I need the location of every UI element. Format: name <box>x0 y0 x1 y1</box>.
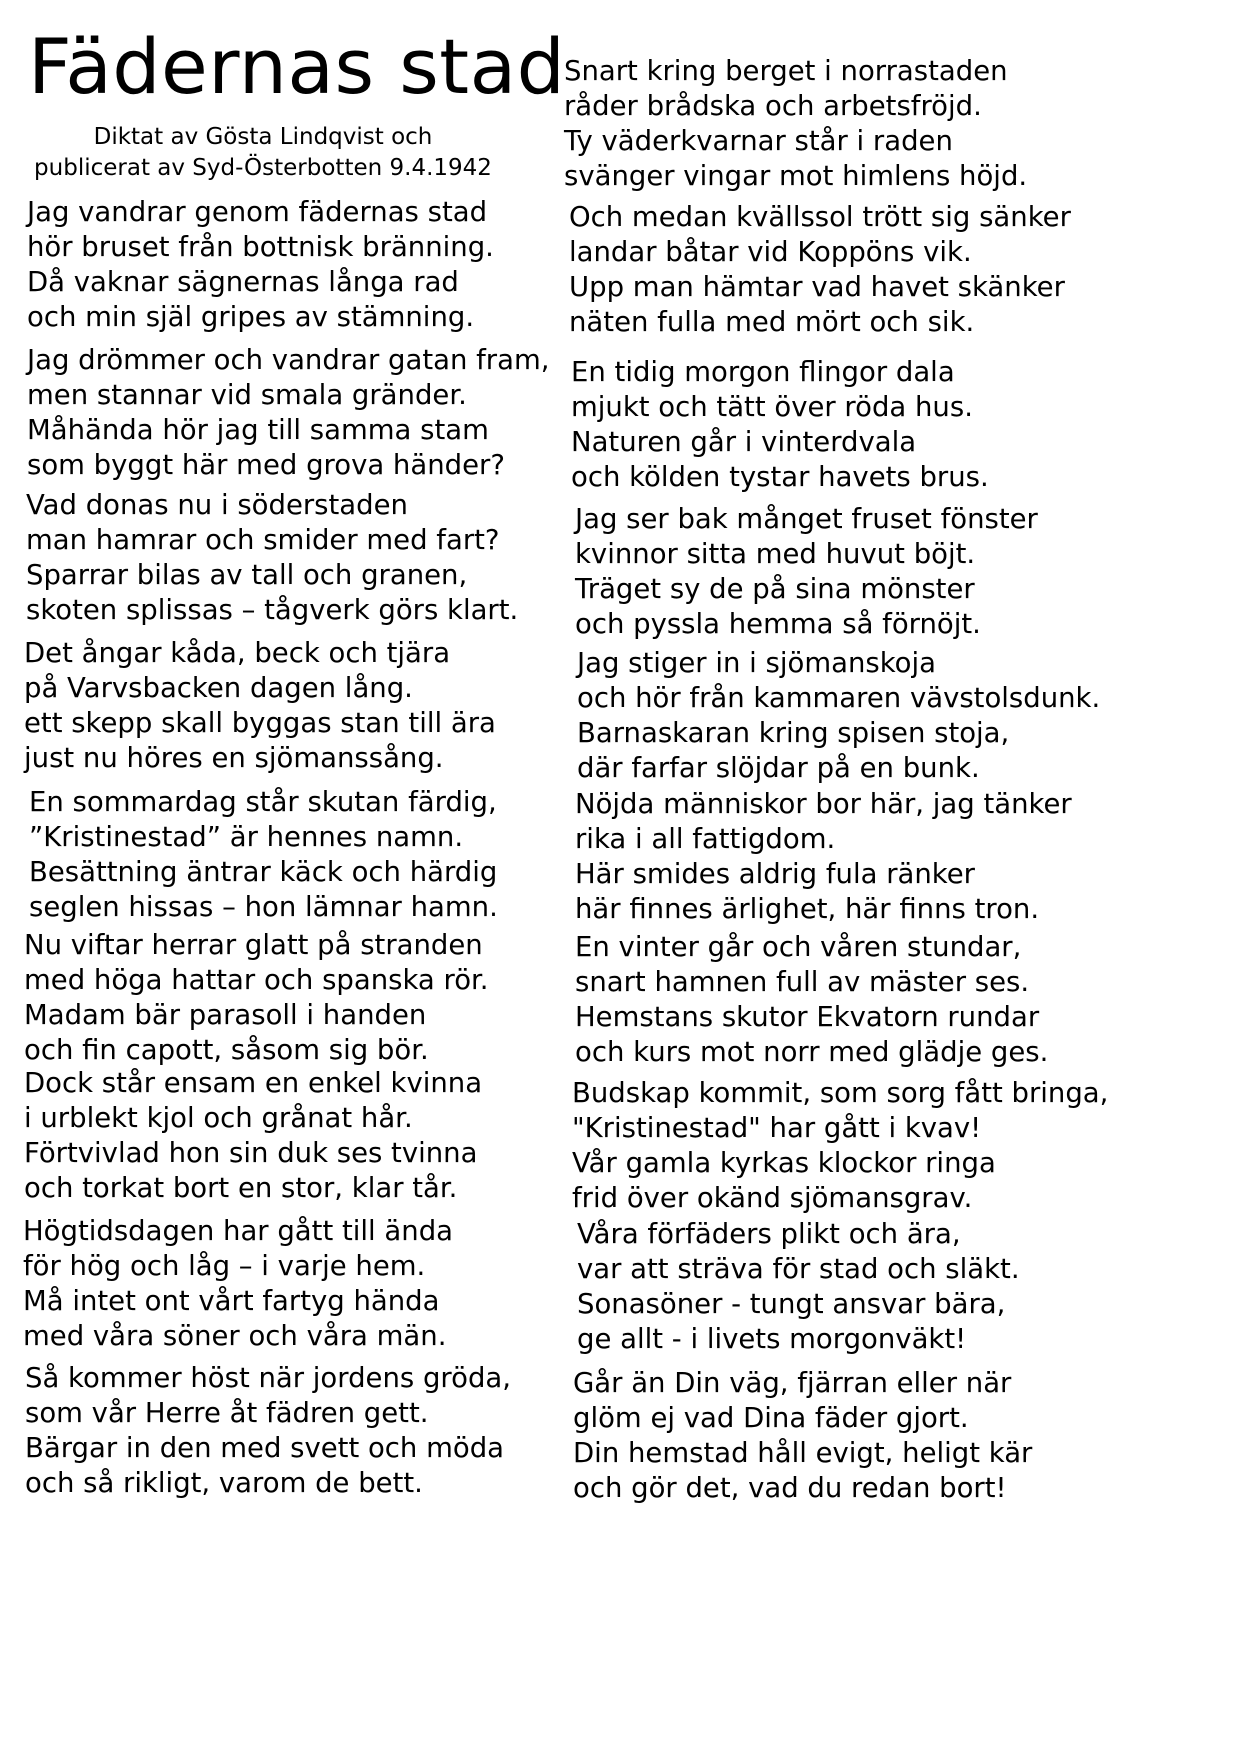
right-stanza <box>564 54 1027 194</box>
poem-line: En vinter går och våren stundar, <box>575 931 1022 963</box>
poem-line: En tidig morgon flingor dala <box>571 356 955 388</box>
poem-line: Och medan kvällssol trött sig sänker <box>569 201 1071 233</box>
poem-line: Bärgar in den med svett och möda <box>25 1432 505 1464</box>
poem-line: där farfar slöjdar på en bunk. <box>577 752 980 784</box>
poem-line: just nu höres en sjömanssång. <box>24 742 444 774</box>
left-stanza <box>24 928 489 1068</box>
poem-line: Nöjda människor bor här, jag tänker <box>575 788 1072 820</box>
poem-line: och fin capott, såsom sig bör. <box>24 1034 429 1066</box>
left-stanza <box>23 1214 453 1354</box>
poem-line: ett skepp skall byggas stan till ära <box>24 707 496 739</box>
right-stanza <box>569 200 1071 340</box>
poem-line: Hemstans skutor Ekvatorn rundar <box>575 1001 1040 1033</box>
left-stanza <box>24 1066 482 1206</box>
poem-line: och så rikligt, varom de bett. <box>25 1467 423 1499</box>
poem-line: Går än Din väg, fjärran eller när <box>573 1367 1012 1399</box>
poem-line: Budskap kommit, som sorg fått bringa, <box>572 1077 1109 1109</box>
right-stanza <box>577 1217 1020 1357</box>
poem-line: och kurs mot norr med glädje ges. <box>575 1036 1049 1068</box>
poem-line: Jag vandrar genom fädernas stad <box>27 196 488 228</box>
poem-line: Nu viftar herrar glatt på stranden <box>24 929 483 961</box>
poem-line: och torkat bort en stor, klar tår. <box>24 1172 458 1204</box>
poem-line: Dock står ensam en enkel kvinna <box>24 1067 483 1099</box>
poem-line: Högtidsdagen har gått till ända <box>23 1215 453 1247</box>
poem-line: näten fulla med mört och sik. <box>569 306 975 338</box>
poem-line: Förtvivlad hon sin duk ses tvinna <box>24 1137 478 1169</box>
poem-line: hör bruset från bottnisk bränning. <box>27 231 494 263</box>
poem-line: Sparrar bilas av tall och granen, <box>26 559 468 591</box>
right-stanza <box>572 1076 1108 1216</box>
poem-subtitle <box>28 122 498 184</box>
poem-line: och pyssla hemma så förnöjt. <box>575 608 981 640</box>
subtitle-publication-line: publicerat av Syd-Österbotten 9.4.1942 <box>34 155 492 181</box>
poem-line: här finnes ärlighet, här finns tron. <box>575 893 1040 925</box>
poem-line: och kölden tystar havets brus. <box>571 461 989 493</box>
poem-line: Jag drömmer och vandrar gatan fram, <box>27 344 550 376</box>
left-stanza <box>26 488 518 628</box>
poem-line: Barnaskaran kring spisen stoja, <box>577 717 1010 749</box>
poem-title: Fädernas stad <box>28 22 566 111</box>
poem-line: Upp man hämtar vad havet skänker <box>569 271 1065 303</box>
poem-line: Madam bär parasoll i handen <box>24 999 427 1031</box>
poem-line: som vår Herre åt fädren gett. <box>25 1397 429 1429</box>
poem-line: "Kristinestad" har gått i kvav! <box>572 1112 982 1144</box>
poem-line: Då vaknar sägnernas långa rad <box>27 266 459 298</box>
poem-line: som byggt här med grova händer? <box>27 449 505 481</box>
poem-line: Jag ser bak månget fruset fönster <box>575 503 1038 535</box>
poem-line: svänger vingar mot himlens höjd. <box>564 160 1028 192</box>
right-stanza <box>575 502 1038 642</box>
poem-line: för hög och låg – i varje hem. <box>23 1250 426 1282</box>
poem-line: seglen hissas – hon lämnar hamn. <box>29 891 498 923</box>
poem-line: i urblekt kjol och grånat hår. <box>24 1102 413 1134</box>
poem-line: Din hemstad håll evigt, heligt kär <box>573 1437 1033 1469</box>
poem-line: En sommardag står skutan färdig, <box>29 786 497 818</box>
left-stanza <box>24 636 496 776</box>
right-stanza <box>575 787 1072 927</box>
poem-line: Naturen går i vinterdvala <box>571 426 917 458</box>
poem-line: skoten splissas – tågverk görs klart. <box>26 594 519 626</box>
poem-line: och hör från kammaren vävstolsdunk. <box>577 682 1101 714</box>
poem-line: med höga hattar och spanska rör. <box>24 964 489 996</box>
poem-line: men stannar vid smala gränder. <box>27 379 467 411</box>
poem-line: Måhända hör jag till samma stam <box>27 414 489 446</box>
right-stanza <box>573 1366 1032 1506</box>
poem-line: landar båtar vid Koppöns vik. <box>569 236 972 268</box>
poem-line: ge allt - i livets morgonväkt! <box>577 1323 967 1355</box>
poem-line: Må intet ont vårt fartyg hända <box>23 1285 440 1317</box>
subtitle-author-line: Diktat av Gösta Lindqvist och <box>93 124 433 150</box>
poem-line: och min själ gripes av stämning. <box>27 301 475 333</box>
left-stanza <box>25 1361 511 1501</box>
right-stanza <box>575 930 1048 1070</box>
poem-line: Här smides aldrig fula ränker <box>575 858 975 890</box>
poem-line: och gör det, vad du redan bort! <box>573 1472 1007 1504</box>
poem-line: Så kommer höst när jordens gröda, <box>25 1362 511 1394</box>
poem-line: var att sträva för stad och släkt. <box>577 1253 1020 1285</box>
poem-line: med våra söner och våra män. <box>23 1320 447 1352</box>
poem-line: ”Kristinestad” är hennes namn. <box>29 821 464 853</box>
poem-line: Snart kring berget i norrastaden <box>564 55 1008 87</box>
poem-line: Jag stiger in i sjömanskoja <box>577 647 936 679</box>
left-stanza <box>27 343 550 483</box>
poem-line: man hamrar och smider med fart? <box>26 524 500 556</box>
poem-line: Vad donas nu i söderstaden <box>26 489 408 521</box>
poem-line: Sonasöner - tungt ansvar bära, <box>577 1288 1006 1320</box>
poem-line: råder brådska och arbetsfröjd. <box>564 90 982 122</box>
poem-line: Våra förfäders plikt och ära, <box>577 1218 961 1250</box>
poem-line: på Varvsbacken dagen lång. <box>24 672 413 704</box>
poem-line: kvinnor sitta med huvut böjt. <box>575 538 976 570</box>
poem-line: frid över okänd sjömansgrav. <box>572 1182 973 1214</box>
poem-line: snart hamnen full av mäster ses. <box>575 966 1030 998</box>
poem-line: glöm ej vad Dina fäder gjort. <box>573 1402 969 1434</box>
left-stanza <box>27 195 494 335</box>
poem-line: rika i all fattigdom. <box>575 823 836 855</box>
poem-line: Det ångar kåda, beck och tjära <box>24 637 451 669</box>
right-stanza <box>577 646 1100 786</box>
poem-line: Besättning äntrar käck och härdig <box>29 856 498 888</box>
right-stanza <box>571 355 989 495</box>
poem-line: mjukt och tätt över röda hus. <box>571 391 973 423</box>
poem-line: Ty väderkvarnar står i raden <box>564 125 953 157</box>
poem-line: Vår gamla kyrkas klockor ringa <box>572 1147 996 1179</box>
left-stanza <box>29 785 498 925</box>
poem-line: Träget sy de på sina mönster <box>575 573 975 605</box>
